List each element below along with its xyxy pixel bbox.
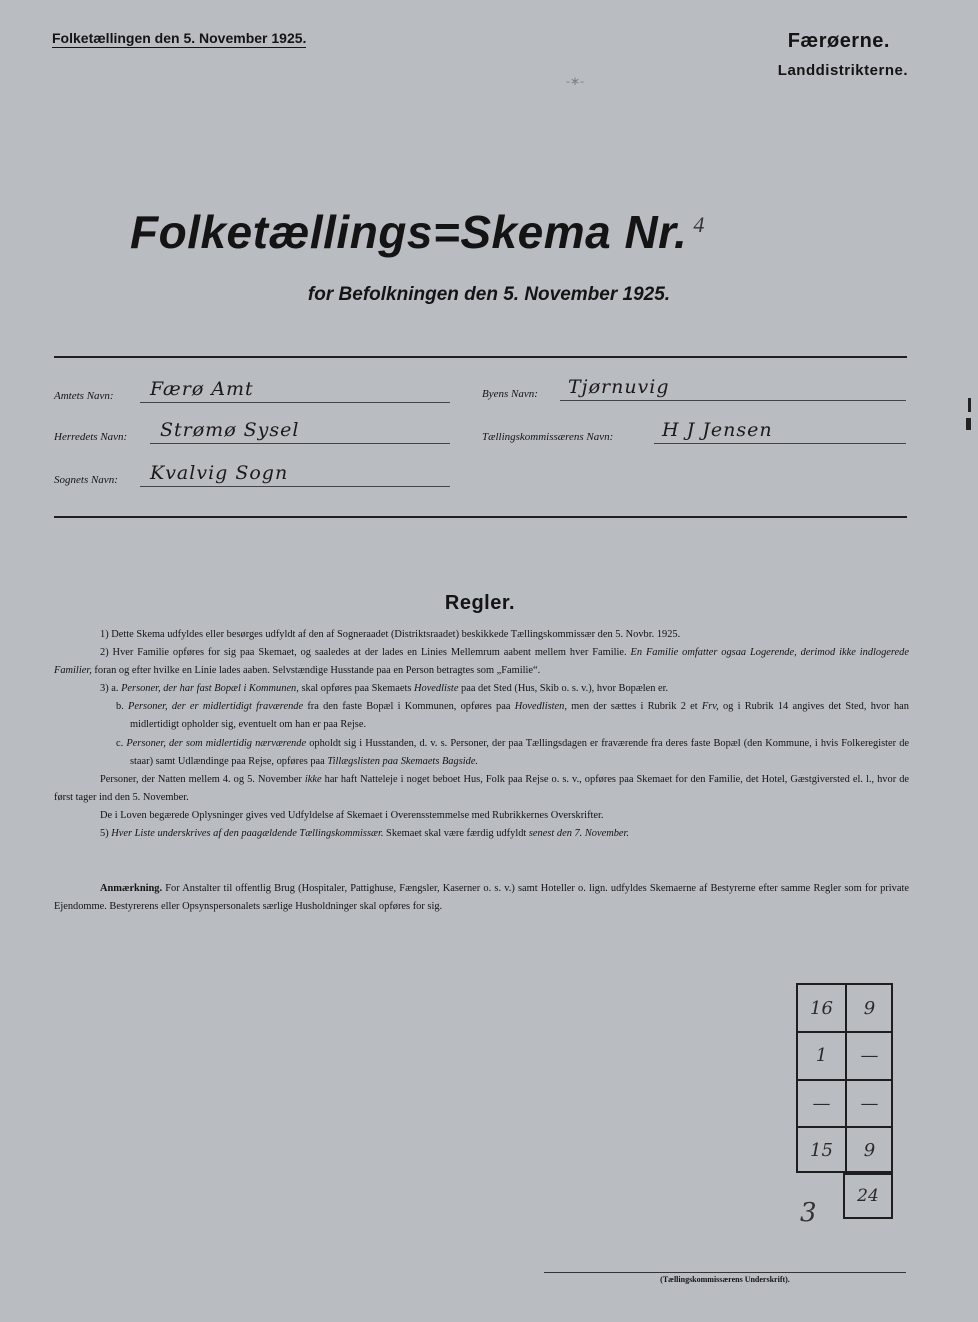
header-census-date: Folketællingen den 5. November 1925. (52, 30, 307, 46)
header-district-type: Landdistrikterne. (777, 62, 908, 79)
page-title (130, 205, 705, 259)
remark-label: Anmærkning. (100, 883, 163, 894)
kommissaer-label: Tællingskommissærens Navn: (482, 431, 614, 443)
herred-value: Strømø Sysel (160, 419, 300, 441)
tally-cell: 16 (810, 997, 833, 1019)
herred-label: Herredets Navn: (54, 431, 128, 443)
rule-2: 2) Hver Familie opføres for sig paa Skemaet, og saaledes at der lades en Linies Mellemrum aabent mellem hver Familie. En Familie omfatter ogsaa Logerende, derimod ikke indlogerede Familier, foran og efter hvilke en Linie lades aaben. Selvstændige Husstande paa en Person betragtes som „Familie“. (54, 647, 909, 677)
signature-line (544, 1272, 906, 1273)
tally-extra-number: 3 (800, 1198, 817, 1228)
tally-cell: 9 (863, 997, 876, 1019)
kommissaer-value: H J Jensen (662, 419, 773, 441)
tally-cell: — (812, 1092, 831, 1114)
tally-cell: 1 (815, 1044, 828, 1066)
tally-cell: — (860, 1092, 879, 1114)
rule-5: 5) Hver Liste underskrives af den paagældende Tællingskommissær. Skemaet skal være færdig udfyldt senest den 7. November. (100, 828, 630, 840)
sogn-label: Sognets Navn: (54, 474, 118, 486)
rule-4: Personer, der Natten mellem 4. og 5. November ikke har haft Natteleje i noget beboet Hus, Folk paa Rejse o. s. v., opføres paa Skemaet for den Familie, det Hotel, Gæstgiversted el. l., hvor de først tager ind den 5. November. (54, 773, 910, 803)
amt-underline (140, 402, 450, 403)
by-label: Byens Navn: (482, 388, 538, 400)
header-region: Færøerne. (787, 30, 890, 52)
amt-value: Færø Amt (150, 378, 254, 400)
herred-underline (150, 443, 450, 444)
page-subtitle: for Befolkningen den 5. November 1925. (307, 284, 671, 305)
remark (54, 880, 909, 916)
rules-heading: Regler. (444, 592, 516, 614)
tally-cell: 9 (863, 1139, 876, 1161)
rule-3a: 3) a. Personer, der har fast Bopæl i Kommunen, skal opføres paa Skemaets Hovedliste paa det Sted (Hus, Skib o. s. v.), hvor Bopælen er. (100, 683, 669, 695)
title-main: Folketællings=Skema Nr. (130, 206, 688, 258)
rule-4b: De i Loven begærede Oplysninger gives ved Udfyldelse af Skemaet i Overensstemmelse med Rubrikkernes Overskrifter. (100, 809, 604, 821)
sogn-value: Kvalvig Sogn (150, 462, 289, 484)
rule-3c: c. Personer, der som midlertidig nærværende opholdt sig i Husstanden, d. v. s. Personer, der paa Tællingsdagen er fraværende fra deres faste Bopæl (den Kommune, i hvis Folkeregister de staar) samt Udlændinge paa Rejse, opføres paa Tillægslisten paa Skemaets Bagside. (116, 737, 910, 767)
sogn-underline (140, 486, 450, 487)
tally-table (796, 983, 893, 1173)
tally-total: 24 (843, 1173, 893, 1219)
edge-mark (968, 398, 971, 412)
schema-number: 4 (693, 211, 705, 237)
remark-text: For Anstalter til offentlig Brug (Hospitaler, Pattighuse, Fængsler, Kaserner o. s. v.) samt Hoteller o. lign. udfyldes Skemaerne af Bestyrerne efter samme Regler som for private Ejendomme. Bestyrerens eller Opsynspersonalets særlige Husholdninger skal opføres for sig. (54, 883, 909, 913)
signature-caption: (Tællingskommissærens Underskrift). (660, 1275, 790, 1284)
rule-3b: b. Personer, der er midlertidigt fraværende fra den faste Bopæl i Kommunen, opføres paa Hovedlisten, men der sættes i Rubrik 2 et Frv, og i Rubrik 14 angives det Sted, hvor han midlertidigt opholder sig, eventuelt om han er paa Rejse. (116, 701, 909, 731)
tally-cell: — (860, 1044, 879, 1066)
rule-1: 1) Dette Skema udfyldes eller besørges udfyldt af den af Sogneraadet (Distriktsraadet) beskikkede Tællingskommissær den 5. Novbr. 1925. (100, 629, 681, 640)
divider-top (54, 356, 907, 358)
kommissaer-underline (654, 443, 906, 444)
by-underline (560, 400, 906, 401)
edge-mark (966, 418, 971, 430)
divider-bottom (54, 516, 907, 518)
rules-body (54, 626, 909, 843)
amt-label: Amtets Navn: (54, 390, 114, 402)
by-value: Tjørnuvig (568, 376, 670, 398)
tally-cell: 15 (810, 1139, 833, 1161)
stamp-mark: -∗- (566, 74, 585, 88)
